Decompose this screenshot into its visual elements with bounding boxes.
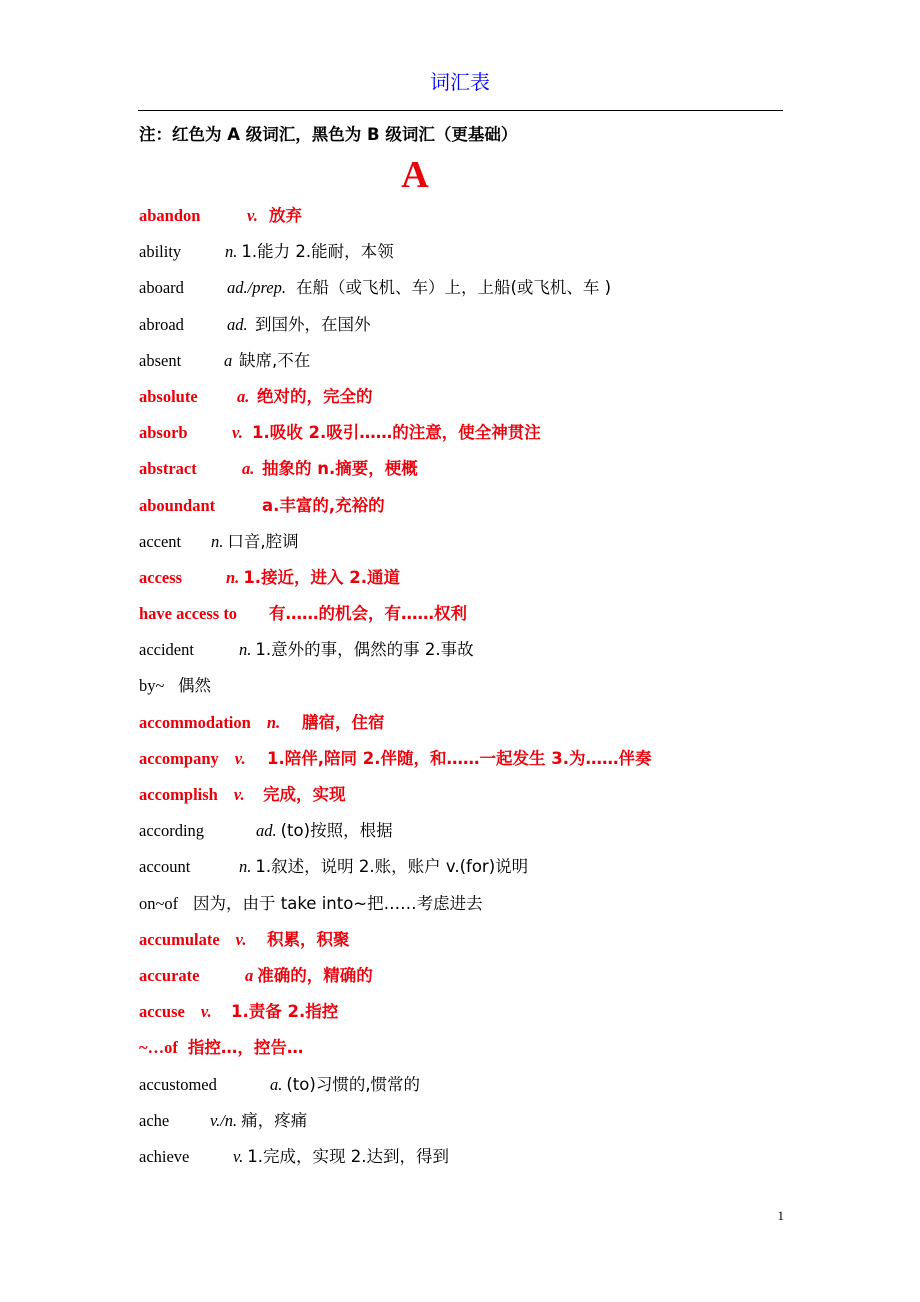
entry-definition: a.丰富的,充裕的 [262, 495, 385, 515]
entry-definition: 1.叙述，说明 2.账，账户 v.(for)说明 [255, 857, 529, 877]
entry-definition: 完成，实现 [263, 785, 346, 804]
entry-definition: 1.能力 2.能耐，本领 [241, 242, 394, 262]
vocab-entry [139, 961, 373, 997]
entry-word: ~…of [139, 1038, 178, 1058]
page-title: 词汇表 [430, 70, 490, 94]
entry-part-of-speech: n. [266, 712, 281, 732]
vocab-entry [139, 635, 474, 671]
entry-definition: 1.意外的事，偶然的事 2.事故 [255, 640, 474, 660]
vocab-entry [139, 563, 401, 599]
vocab-entry [139, 816, 393, 852]
entry-word: accumulate [139, 929, 220, 949]
entry-part-of-speech: v. [233, 1146, 244, 1166]
entry-part-of-speech: n. [239, 857, 252, 877]
entry-part-of-speech: v. [233, 785, 245, 804]
vocab-entry [139, 1142, 449, 1178]
entry-definition: 1.完成，实现 2.达到，得到 [247, 1146, 449, 1166]
entry-definition: 痛，疼痛 [241, 1110, 308, 1130]
entry-word: by~ [139, 676, 165, 696]
entry-definition: 有……的机会，有……权利 [269, 604, 467, 624]
entry-definition: 1.吸收 2.吸引……的注意，使全神贯注 [252, 423, 541, 443]
entry-word: on~of [139, 893, 179, 913]
vocab-entry [139, 310, 371, 346]
entry-word: aboundant [139, 495, 216, 515]
entry-word: aboard [139, 278, 184, 298]
entry-definition: 偶然 [178, 676, 211, 696]
entry-part-of-speech: a. [237, 386, 250, 406]
entry-word: abroad [139, 314, 184, 334]
entry-word: accompany [139, 748, 219, 768]
entry-word: accommodation [139, 712, 251, 732]
entry-word: ache [139, 1110, 170, 1130]
header-divider [138, 110, 783, 111]
entry-definition: 绝对的，完全的 [257, 386, 373, 406]
entry-part-of-speech: a [245, 965, 254, 985]
entry-part-of-speech: ad./prep. [227, 278, 286, 298]
entry-part-of-speech: a [224, 350, 233, 370]
entry-word: accomplish [139, 785, 218, 804]
entry-part-of-speech: ad. [227, 314, 248, 334]
entry-part-of-speech: v. [247, 206, 258, 225]
entry-definition: 指控…，控告… [187, 1038, 304, 1058]
entry-word: according [139, 821, 205, 841]
vocab-entry [139, 237, 394, 273]
entry-part-of-speech: n. [225, 242, 238, 262]
entry-word: ability [139, 242, 182, 262]
entry-part-of-speech: n. [239, 640, 252, 660]
entry-part-of-speech: v./n. [210, 1110, 238, 1130]
vocab-entry [139, 527, 299, 563]
entry-definition: (to)按照，根据 [280, 821, 393, 841]
vocab-entry [139, 201, 302, 237]
entry-part-of-speech: n. [211, 531, 224, 551]
vocab-entry [139, 491, 385, 527]
entry-word: accident [139, 640, 194, 660]
entry-part-of-speech: v. [200, 1002, 212, 1022]
entry-word: absolute [139, 386, 198, 406]
entry-definition: 因为，由于 take into~把……考虑进去 [193, 893, 483, 913]
vocab-entry [139, 273, 612, 309]
entry-definition: 到国外，在国外 [255, 314, 371, 334]
entry-definition: 抽象的 n.摘要，梗概 [262, 459, 418, 479]
entry-definition: 口音,腔调 [227, 531, 299, 551]
vocab-entry [139, 780, 346, 816]
vocab-entry [139, 346, 311, 382]
vocab-entry [139, 925, 350, 961]
vocab-entry [139, 1033, 304, 1069]
entry-part-of-speech: v. [234, 748, 246, 768]
entry-word: have access to [139, 604, 238, 624]
entry-word: accent [139, 531, 182, 551]
entry-definition: 膳宿，住宿 [302, 712, 385, 732]
entry-part-of-speech: n. [226, 567, 240, 587]
section-letter: A [401, 154, 429, 196]
entry-word: accurate [139, 965, 200, 985]
entry-part-of-speech: a. [270, 1074, 283, 1094]
entry-definition: 准确的，精确的 [257, 965, 373, 985]
entry-word: achieve [139, 1146, 190, 1166]
vocab-entry [139, 852, 529, 888]
entry-word: abstract [139, 459, 197, 479]
vocab-entry [139, 1070, 421, 1106]
vocab-entry [139, 708, 385, 744]
vocab-entry [139, 744, 652, 780]
entry-definition: 1.责备 2.指控 [231, 1002, 339, 1022]
entry-word: accuse [139, 1002, 185, 1022]
entry-part-of-speech: v. [235, 929, 247, 949]
entry-definition: (to)习惯的,惯常的 [286, 1074, 421, 1094]
entry-word: account [139, 857, 191, 877]
vocab-entry [139, 382, 373, 418]
entry-part-of-speech: ad. [256, 821, 277, 841]
entry-definition: 1.陪伴,陪同 2.伴随，和……一起发生 3.为……伴奏 [267, 748, 652, 768]
vocab-entry [139, 997, 339, 1033]
entry-word: accustomed [139, 1074, 217, 1094]
vocab-entry [139, 418, 541, 454]
entry-word: absent [139, 350, 182, 370]
entry-word: absorb [139, 423, 188, 443]
vocab-entry [139, 454, 418, 490]
vocab-entry [139, 889, 483, 925]
entry-definition: 在船（或飞机、车）上，上船(或飞机、车 ) [296, 278, 612, 298]
entry-definition: 积累，积聚 [267, 929, 350, 949]
entry-definition: 缺席,不在 [239, 350, 311, 370]
entry-part-of-speech: a. [242, 459, 255, 479]
entry-part-of-speech: v. [232, 423, 243, 443]
vocab-entry [139, 599, 467, 635]
entry-word: abandon [139, 206, 201, 225]
vocabulary-list [139, 201, 652, 1178]
page-number: 1 [777, 1208, 784, 1223]
entry-word: access [139, 567, 183, 587]
vocab-entry [139, 671, 251, 707]
entry-definition: 放弃 [269, 206, 302, 225]
entry-definition: 1.接近，进入 2.通道 [243, 567, 401, 587]
legend-note: 注：红色为 A 级词汇，黑色为 B 级词汇（更基础） [139, 125, 518, 144]
vocab-entry [139, 1106, 308, 1142]
